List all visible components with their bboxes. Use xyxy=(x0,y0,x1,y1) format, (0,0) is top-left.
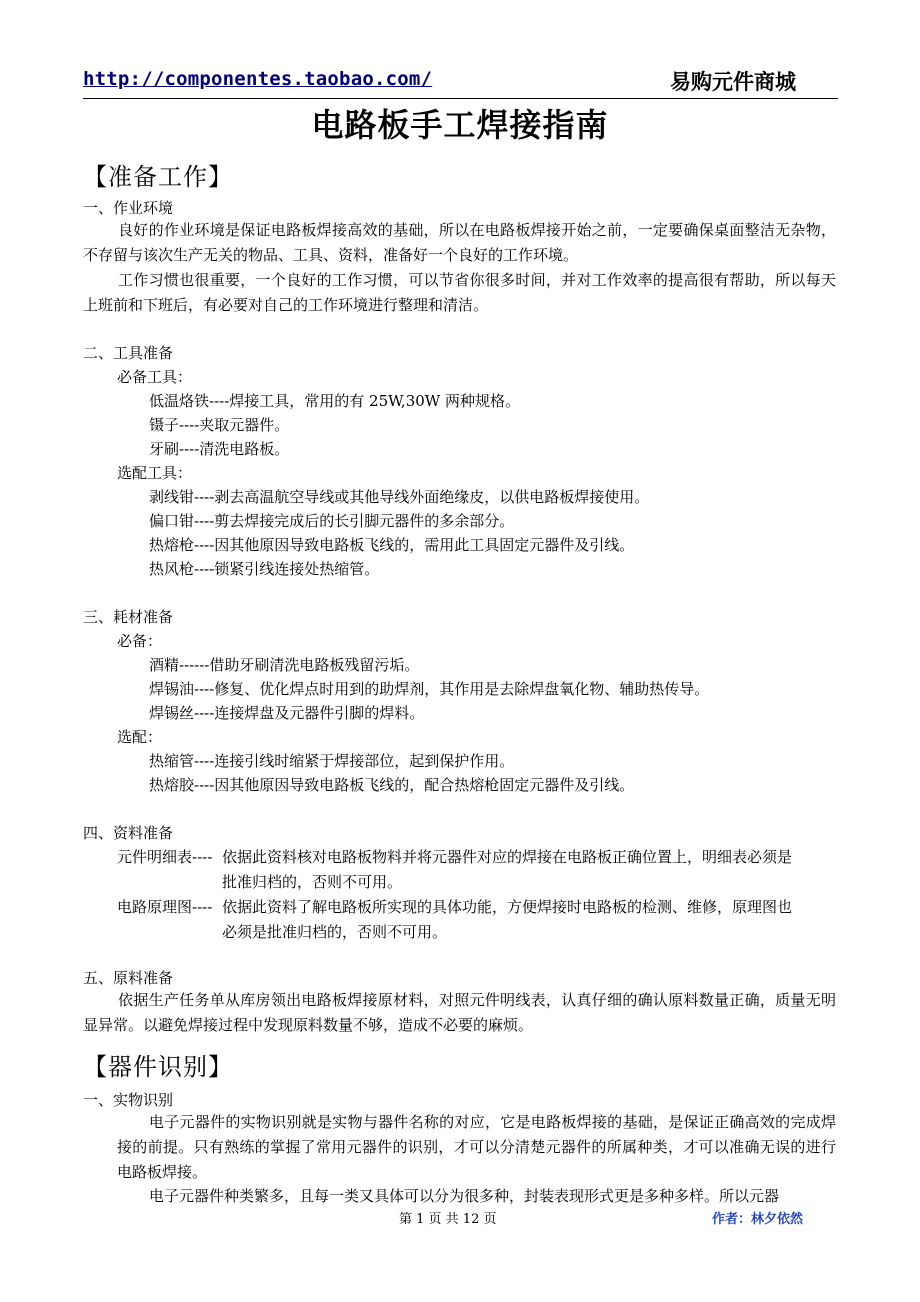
doc-item-label: 元件明细表---- xyxy=(117,848,213,866)
page-title: 电路板手工焊接指南 xyxy=(311,106,609,144)
paragraph-physical-2: 电子元器件种类繁多，且每一类又具体可以分为很多种，封装表现形式更是多种多样。所以元器 xyxy=(149,1187,780,1205)
section-heading-prep: 【准备工作】 xyxy=(83,163,233,191)
list-item: 焊锡油----修复、优化焊点时用到的助焊剂，其作用是去除焊盘氧化物、辅助热传导。 xyxy=(149,680,710,698)
list-item: 剥线钳----剥去高温航空导线或其他导线外面绝缘皮，以供电路板焊接使用。 xyxy=(149,488,650,506)
subsection-title-physical: 一、实物识别 xyxy=(83,1091,174,1109)
paragraph-env-1: 良好的作业环境是保证电路板焊接高效的基础，所以在电路板焊接开始之前，一定要确保桌面整洁无杂物，不存留与该次生产无关的物品、工具、资料，准备好一个良好的工作环境。 xyxy=(83,221,836,264)
doc-item-label: 电路原理图---- xyxy=(117,898,213,916)
tools-optional-label: 选配工具： xyxy=(117,464,193,482)
subsection-title-tools: 二、工具准备 xyxy=(83,344,174,362)
doc-item-text: 批准归档的，否则不可用。 xyxy=(222,873,403,891)
tools-required-label: 必备工具： xyxy=(117,368,193,386)
header-url-link[interactable]: http://componentes.taobao.com/ xyxy=(83,68,433,90)
list-item: 焊锡丝----连接焊盘及元器件引脚的焊料。 xyxy=(149,704,425,722)
list-item: 热风枪----锁紧引线连接处热缩管。 xyxy=(149,560,380,578)
subsection-title-materials: 五、原料准备 xyxy=(83,969,174,987)
subsection-title-consumables: 三、耗材准备 xyxy=(83,608,174,626)
list-item: 低温烙铁----焊接工具，常用的有 25W,30W 两种规格。 xyxy=(149,392,520,410)
list-item: 热缩管----连接引线时缩紧于焊接部位，起到保护作用。 xyxy=(149,752,515,770)
subsection-title-docs: 四、资料准备 xyxy=(83,824,174,842)
consumables-required-label: 必备： xyxy=(117,632,163,650)
doc-item-text: 依据此资料核对电路板物料并将元器件对应的焊接在电路板正确位置上，明细表必须是 xyxy=(222,848,793,866)
list-item: 热熔枪----因其他原因导致电路板飞线的，需用此工具固定元器件及引线。 xyxy=(149,536,635,554)
footer-author: 作者：林夕依然 xyxy=(712,1212,804,1227)
consumables-optional-label: 选配： xyxy=(117,728,163,746)
subsection-title-env: 一、作业环境 xyxy=(83,199,174,217)
doc-item-text: 必须是批准归档的，否则不可用。 xyxy=(222,923,448,941)
header-brand: 易购元件商城 xyxy=(670,70,796,94)
header-divider xyxy=(83,98,838,99)
list-item: 热熔胶----因其他原因导致电路板飞线的，配合热熔枪固定元器件及引线。 xyxy=(149,776,635,794)
paragraph-physical-1: 电子元器件的实物识别就是实物与器件名称的对应，它是电路板焊接的基础，是保证正确高效的完成焊接的前提。只有熟练的掌握了常用元器件的识别，才可以分清楚元器件的所属种类，才可以准确无误的进行电路板焊接。 xyxy=(117,1113,836,1181)
section-heading-ident: 【器件识别】 xyxy=(83,1053,233,1081)
doc-item-text: 依据此资料了解电路板所实现的具体功能，方便焊接时电路板的检测、维修，原理图也 xyxy=(222,898,793,916)
list-item: 牙刷----清洗电路板。 xyxy=(149,440,290,458)
list-item: 镊子----夹取元器件。 xyxy=(149,416,290,434)
list-item: 偏口钳----剪去焊接完成后的长引脚元器件的多余部分。 xyxy=(149,512,515,530)
list-item: 酒精------借助牙刷清洗电路板残留污垢。 xyxy=(149,656,420,674)
footer-page-number: 第 1 页 共 12 页 xyxy=(399,1212,497,1227)
paragraph-materials: 依据生产任务单从库房领出电路板焊接原材料，对照元件明线表，认真仔细的确认原料数量正确，质量无明显异常。以避免焊接过程中发现原料数量不够，造成不必要的麻烦。 xyxy=(83,991,836,1034)
paragraph-env-2: 工作习惯也很重要，一个良好的工作习惯，可以节省你很多时间，并对工作效率的提高很有帮助，所以每天上班前和下班后，有必要对自己的工作环境进行整理和清洁。 xyxy=(83,271,836,314)
